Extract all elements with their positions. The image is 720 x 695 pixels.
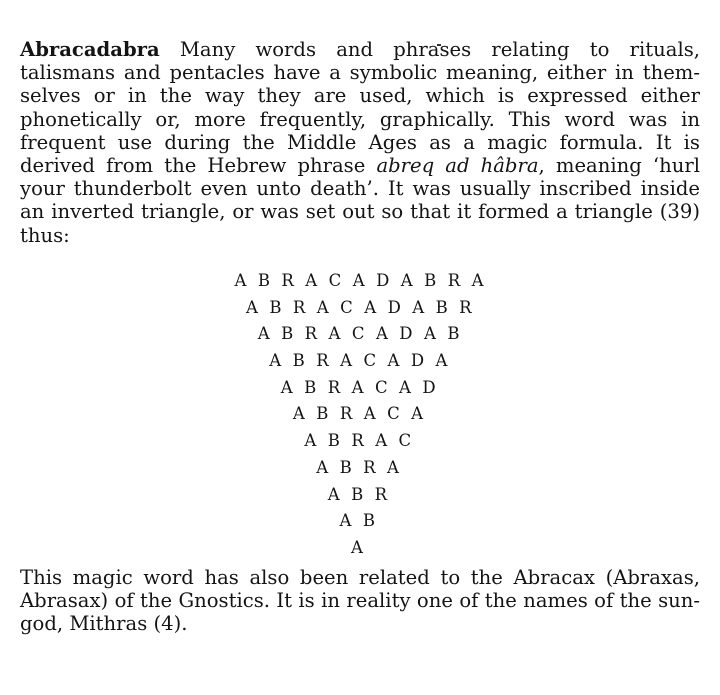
triangle-row: A	[351, 537, 367, 557]
triangle-row: A B R A C A D A	[269, 351, 451, 371]
closing-paragraph: This magic word has also been related to the Abracax (Abraxas, Abrasax) of the Gnostics. It is in reality one of the names of the sun-god, Mithras (4).	[20, 566, 700, 636]
triangle-row: A B R A	[316, 457, 403, 477]
triangle-row: A B R	[327, 484, 391, 504]
triangle-row: A B R A C A D A B R A	[234, 271, 487, 290]
entry-paragraph	[20, 38, 700, 247]
entry-term: Abracadabra	[20, 38, 160, 61]
hebrew-phrase: abreq ad hâbra	[376, 154, 539, 178]
abracadabra-triangle	[0, 268, 720, 562]
triangle-row: A B R A C A D	[280, 377, 439, 397]
entry-text-part1: Many words and phrases relating to rituals, talismans and pentacles have a symbolic meaning, either in themselves or in the way they are used, which is expressed either phonetically or, more frequently, graphically. This word was in frequent use during the Middle Ages as a magic formula. It is derived from the Hebrew phrase	[20, 38, 700, 178]
entry-text-part2: , meaning ‘hurl your thunderbolt even unto death’. It was usually inscribed inside an inverted triangle, or was set out so that it formed a triangle (39) thus:	[20, 154, 700, 247]
triangle-row: A B R A C A D A B R	[245, 297, 475, 317]
triangle-row: A B	[339, 511, 379, 531]
triangle-row: A B R A C	[304, 431, 415, 451]
triangle-row: A B R A C A D A B	[257, 324, 463, 344]
triangle-row: A B R A C A	[292, 404, 427, 424]
